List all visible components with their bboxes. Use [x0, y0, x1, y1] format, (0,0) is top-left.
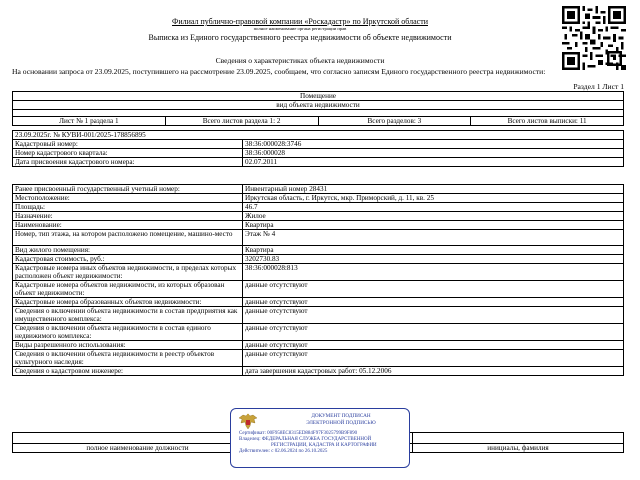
coat-of-arms-icon	[237, 412, 259, 432]
row-label: Сведения о включении объекта недвижимости в состав единого недвижимого комплекса:	[13, 324, 243, 341]
row-label: Кадастровые номера иных объектов недвижимости, в пределах которых расположен объект недвижимости:	[13, 264, 243, 281]
subtitle: Сведения о характеристиках объекта недвижимости	[215, 56, 385, 65]
stamp-line-1: ДОКУМЕНТ ПОДПИСАН	[311, 413, 371, 419]
row-label: Сведения о включении объекта недвижимости в реестр объектов культурного наследия:	[13, 350, 243, 367]
row-label: Местоположение:	[13, 194, 243, 203]
row-value: 3202730.83	[243, 255, 624, 264]
org-caption: полное наименование органа регистрации прав	[253, 26, 347, 31]
sheets-total: Всего листов выписки: 11	[471, 117, 624, 126]
stamp-certificate: Сертификат: 00F958EC8315ED884F97F3025799B9F890	[239, 431, 358, 436]
stamp-details	[239, 431, 407, 455]
row-label: Кадастровые номера образованных объектов недвижимости:	[13, 298, 243, 307]
row-label: Сведения о включении объекта недвижимости в состав предприятия как имущественного комплекса:	[13, 307, 243, 324]
stamp-line-2: ЭЛЕКТРОННОЙ ПОДПИСЬЮ	[306, 420, 376, 426]
position-caption: полное наименование должности	[13, 444, 263, 453]
row-label: Кадастровая стоимость, руб.:	[13, 255, 243, 264]
row-value: данные отсутствуют	[243, 307, 624, 324]
row-value: 38:36:000028:813	[243, 264, 624, 281]
request-basis: На основании запроса от 23.09.2025, поступившего на рассмотрение 23.09.2025, сообщаем, что согласно записям Единого государственного реестра недвижимости:	[12, 67, 546, 76]
row-value: данные отсутствуют	[243, 341, 624, 350]
row-value: Этаж № 4	[243, 230, 624, 246]
row-value: Иркутская область, г. Иркутск, мкр. Приморский, д. 11, кв. 25	[243, 194, 624, 203]
stamp-owner: Владелец: ФЕДЕРАЛЬНАЯ СЛУЖБА ГОСУДАРСТВЕННОЙ	[239, 437, 372, 442]
row-label: Вид жилого помещения:	[13, 246, 243, 255]
row-value: данные отсутствуют	[243, 298, 624, 307]
section-page: Раздел 1 Лист 1	[573, 82, 624, 91]
row-label: Назначение:	[13, 212, 243, 221]
electronic-signature-stamp	[230, 408, 410, 468]
details-table	[12, 184, 624, 376]
sheets-in-section: Всего листов раздела 1: 2	[165, 117, 318, 126]
row-label: Номер, тип этажа, на котором расположено помещение, машино-место	[13, 230, 243, 246]
row-value: Жилое	[243, 212, 624, 221]
row-label: Дата присвоения кадастрового номера:	[13, 158, 243, 167]
stamp-owner-cont: РЕГИСТРАЦИИ, КАДАСТРА И КАРТОГРАФИИ	[271, 443, 377, 448]
row-label: Наименование:	[13, 221, 243, 230]
row-label: Номер кадастрового квартала:	[13, 149, 243, 158]
row-value: данные отсутствуют	[243, 324, 624, 341]
row-label: Кадастровые номера объектов недвижимости, из которых образован объект недвижимости:	[13, 281, 243, 298]
row-label: Виды разрешенного использования:	[13, 341, 243, 350]
row-value: 46.7	[243, 203, 624, 212]
object-type-table	[12, 91, 624, 117]
row-value: 38:36:000028	[243, 149, 624, 158]
row-label: Площадь:	[13, 203, 243, 212]
row-value: дата завершения кадастровых работ: 05.12.2006	[243, 367, 624, 376]
org-name: Филиал публично-правовой компании «Роскадастр» по Иркутской области	[172, 17, 428, 26]
object-type: Помещение	[13, 92, 624, 101]
row-value: Квартира	[243, 221, 624, 230]
row-value: Квартира	[243, 246, 624, 255]
object-type-caption: вид объекта недвижимости	[13, 101, 624, 110]
document-title: Выписка из Единого государственного реестра недвижимости об объекте недвижимости	[148, 33, 452, 42]
row-value: 02.07.2011	[243, 158, 624, 167]
position-cell	[13, 433, 263, 444]
stamp-validity: Действителен: с 02.06.2024 по 26.10.2025	[239, 449, 328, 454]
row-value: данные отсутствуют	[243, 350, 624, 367]
sheet-info-table	[12, 116, 624, 126]
row-value: данные отсутствуют	[243, 281, 624, 298]
extract-number: 23.09.2025г. № КУВИ-001/2025-178856895	[13, 131, 624, 140]
row-label: Кадастровый номер:	[13, 140, 243, 149]
registration-table	[12, 130, 624, 167]
row-value: 38:36:000028:3746	[243, 140, 624, 149]
row-value: Инвентарный номер 28431	[243, 185, 624, 194]
row-label: Ранее присвоенный государственный учетный номер:	[13, 185, 243, 194]
name-caption: инициалы, фамилия	[413, 444, 624, 453]
sheet-number: Лист № 1 раздела 1	[13, 117, 166, 126]
qr-code-icon	[562, 6, 626, 70]
stamp-header	[277, 413, 405, 427]
row-label: Сведения о кадастровом инженере:	[13, 367, 243, 376]
name-cell	[413, 433, 624, 444]
sections-total: Всего разделов: 3	[318, 117, 471, 126]
